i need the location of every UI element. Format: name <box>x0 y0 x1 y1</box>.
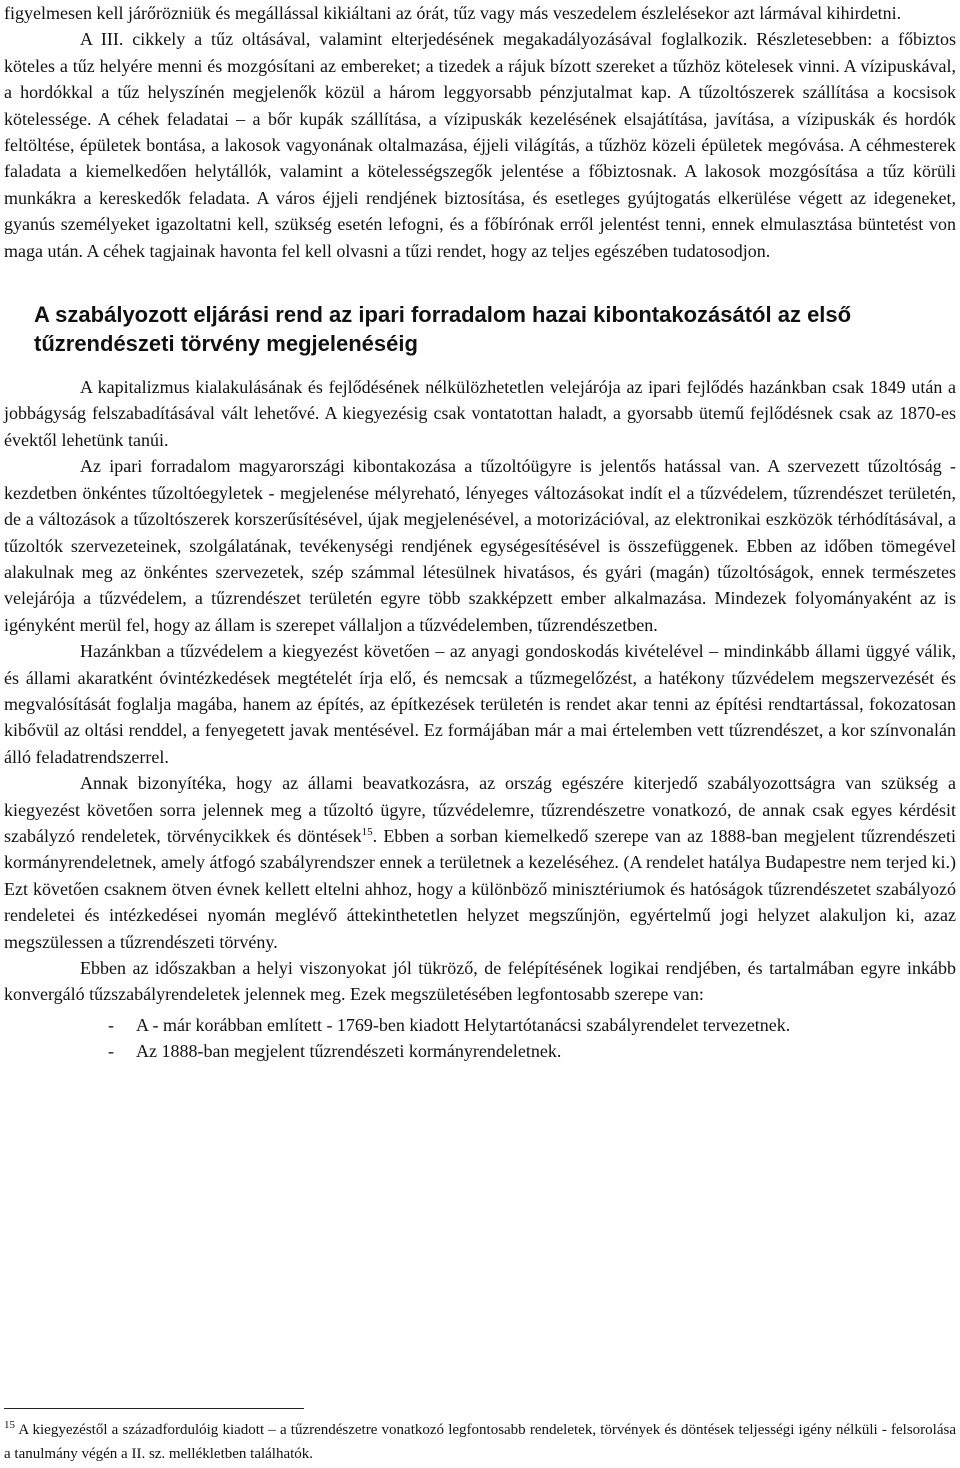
footnote <box>4 1418 956 1466</box>
bullet-list <box>4 1012 956 1065</box>
footnote-text: A kiegyezéstől a századfordulóig kiadott – a tűzrendészetre vonatkozó legfontosabb rendeletek, törvények és döntések teljességi igény nélküli - felsorolása a tanulmány végén a II. sz. mellékletben találhatók. <box>4 1422 956 1462</box>
list-item <box>4 1012 956 1038</box>
main-paragraph-5: Ebben az időszakban a helyi viszonyokat jól tükröző, de felépítésének logikai rendjében, és tartalmában egyre inkább konvergáló tűzszabályrendeletek jelennek meg. Ezek megszületésében legfontosabb szerepe van: <box>4 958 956 1005</box>
intro-paragraph-2: A III. cikkely a tűz oltásával, valamint elterjedésének megakadályozásával foglalkozik. Részletesebben: a főbiztos köteles a tűz helyére menni és mozgósítani az embereket; a tizedek a rájuk bízott szereket a tűzhöz kötelesek vinni. A vízipuskával, a hordókkal a tűz helyszínén megjelenők közül a három leggyorsabb pénzjutalmat kap. A tűzoltószerek szállítása a kocsisok kötelessége. A céhek feladatai – a bőr kupák szállítása, a vízipuskák kezelésének elsajátítása, javítása, a vízipuskák és hordók feltöltése, épületek bontása, a lakosok vagyonának oltalmazása, éjjeli világítás, a tűzhöz közeli épületek megóvása. A céhmesterek faladata a kiemelkedően helytállók, valamint a kötelességszegők jelentése a főbiztosnak. A lakosok mozgósítása a tűz körüli munkákra a kereskedők feladata. A város éjjeli rendjének biztosítása, és esetleges gyújtogatás elkerülése végett az idegeneket, gyanús személyeket igazoltatni kell, szükség esetén lefogni, és a főbírónak erről jelentést tenni, ennek elmulasztása büntetést von maga után. A céhek tagjainak havonta fel kell olvasni a tűzi rendet, hogy az teljes egészében tudatosodjon. <box>4 29 956 261</box>
document-page <box>4 0 956 1065</box>
main-paragraph-2: Az ipari forradalom magyarországi kibontakozása a tűzoltóügyre is jelentős hatással van. A szervezett tűzoltóság - kezdetben önkéntes tűzoltóegyletek - megjelenése mélyreható, lényeges változásokat indít el a tűzvédelem, tűzrendészet területén, de a változások a tűzoltószerek korszerűsítésével, újak megjelenésével, a motorizációval, az elektronikai eszközök térhódításával, a tűzoltók szervezeteinek, szolgálatának, tevékenységi rendjének egységesítésével is összefüggenek. Ebben az időben tömegével alakulnak meg az önkéntes szervezetek, szép számmal létesülnek hivatásos, és gyári (magán) tűzoltóságok, ennek természetes velejárója a tűzvédelem, a tűzrendészet területén egyre több szakképzett ember alkalmazása. Mindezek folyományaként az is igényként merül fel, hogy az állam is szerepet vállaljon a tűzvédelemben, tűzrendészetben. <box>4 456 956 635</box>
footnote-reference[interactable]: 15 <box>361 825 373 838</box>
dash-marker: - <box>108 1041 114 1062</box>
main-paragraph-3: Hazánkban a tűzvédelem a kiegyezést követően – az anyagi gondoskodás kivételével – mindinkább állami üggyé válik, és állami akaratként óvintézkedések megtételét írja elő, és nemcsak a tűzmegelőzést, a hatékony tűzvédelem megszervezését és megvalósítását foglalja magába, hanem az építés, az építkezések területén is rendet akar tenni az építési rendtartással, fokozatosan kibővül az oltási renddel, a fenyegetett javak mentésével. Ez formájában már a mai értelemben vett tűzrendészet, a kor színvonalán álló feladatrendszerrel. <box>4 641 956 767</box>
main-paragraph-1: A kapitalizmus kialakulásának és fejlődésének nélkülözhetetlen velejárója az ipari fejlődés hazánkban csak 1849 után a jobbágyság felszabadításával vált lehetővé. A kiegyezésig csak vontatottan haladt, a gyorsabb ütemű fejlődésnek csak az 1870-es évektől lehetünk tanúi. <box>4 377 956 450</box>
list-item-text: A - már korábban említett - 1769-ben kiadott Helytartótanácsi szabályrendelet tervezetnek. <box>136 1014 791 1035</box>
footnote-number: 15 <box>4 1419 15 1431</box>
dash-marker: - <box>108 1014 114 1035</box>
list-item <box>4 1038 956 1064</box>
paragraph-text-part-b: . Ebben a sorban kiemelkedő szerepe van az 1888-ban megjelent tűzrendészeti kormányrendeletnek, amely átfogó szabályrendszer ennek a területnek a kezeléséhez. (A rendelet hatálya Budapestre nem terjed ki.) Ezt követően csaknem ötven évnek kellett eltelni ahhoz, hogy a különböző minisztériumok és hatóságok tűzrendészetet szabályozó rendeletei és intézkedései nyomán meglévő áttekinthetetlen helyzet megszűnjön, egyértelmű jogi helyzet alakuljon ki, azaz megszülessen a tűzrendészeti törvény. <box>4 825 956 952</box>
list-item-text: Az 1888-ban megjelent tűzrendészeti kormányrendeletnek. <box>136 1041 562 1062</box>
footnote-separator <box>4 1408 304 1409</box>
intro-paragraph-1: figyelmesen kell járőrözniük és megállással kikiáltani az órát, tűz vagy más veszedelem észlelésekor azt lármával kihirdetni. <box>4 3 902 23</box>
section-heading: A szabályozott eljárási rend az ipari forradalom hazai kibontakozásától az első tűzrendészeti törvény megjelenéséig <box>34 302 852 357</box>
paragraph-text-part-a: Annak bizonyítéka, hogy az állami beavatkozásra, az ország egészére kiterjedő szabályozottságra van szükség a kiegyezést követően sorra jelennek meg a tűzoltó ügyre, tűzvédelemre, tűzrendészetre vonatkozó, de annak csak egyes kérdésit szabályzó rendeletek, törvénycikkek és döntések <box>4 773 956 846</box>
main-paragraph-4 <box>4 770 956 955</box>
